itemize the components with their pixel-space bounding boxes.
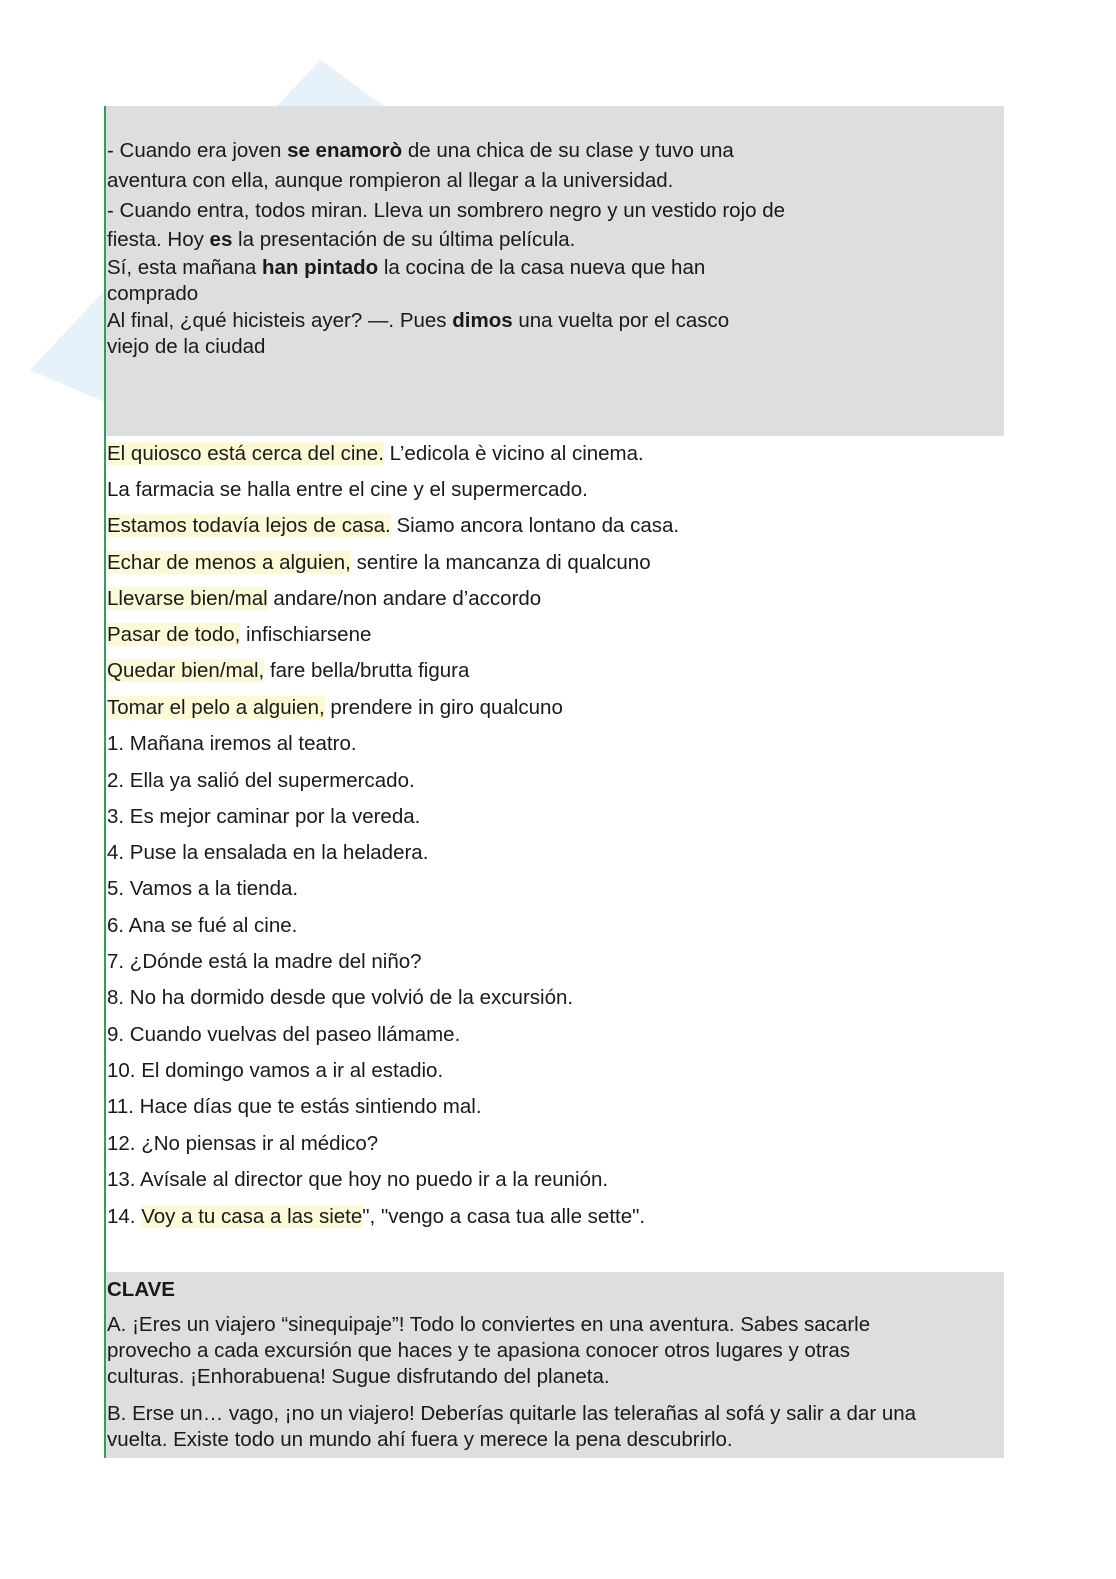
- clave-b-line: vuelta. Existe todo un mundo ahí fuera y merece la pena descubrirlo.: [107, 1428, 733, 1451]
- phrase-italian: fare bella/brutta figura: [264, 659, 470, 682]
- numbered-sentence: 14. Voy a tu casa a las siete", "vengo a casa tua alle sette".: [107, 1205, 646, 1228]
- numbered-sentence: 8. No ha dormido desde que volvió de la excursión.: [107, 986, 574, 1009]
- numbered-sentence: 10. El domingo vamos a ir al estadio.: [107, 1059, 444, 1082]
- phrase-spanish: El quiosco está cerca del cine.: [107, 442, 384, 465]
- numbered-sentence: 9. Cuando vuelvas del paseo llámame.: [107, 1023, 461, 1046]
- phrase-italian: infischiarsene: [240, 623, 372, 646]
- numbered-sentence: 4. Puse la ensalada en la heladera.: [107, 841, 429, 864]
- phrase-spanish: La farmacia se halla entre el cine y el supermercado.: [107, 478, 588, 501]
- numbered-sentence: 2. Ella ya salió del supermercado.: [107, 769, 415, 792]
- top-line: viejo de la ciudad: [107, 335, 266, 358]
- top-line: Sí, esta mañana han pintado la cocina de la casa nueva que han: [107, 256, 706, 279]
- phrase-spanish: Estamos todavía lejos de casa.: [107, 514, 391, 537]
- numbered-sentence: 1. Mañana iremos al teatro.: [107, 732, 357, 755]
- top-line: aventura con ella, aunque rompieron al llegar a la universidad.: [107, 169, 674, 192]
- phrase-line: [107, 550, 651, 576]
- top-line: comprado: [107, 282, 199, 305]
- phrase-italian: L’edicola è vicino al cinema.: [383, 442, 644, 465]
- phrase-line: [107, 586, 541, 612]
- numbered-sentence: 3. Es mejor caminar por la vereda.: [107, 805, 421, 828]
- numbered-sentence: 12. ¿No piensas ir al médico?: [107, 1132, 379, 1155]
- numbered-sentence: 7. ¿Dónde está la madre del niño?: [107, 950, 422, 973]
- phrase-spanish: Tomar el pelo a alguien,: [107, 696, 325, 719]
- clave-a-line: provecho a cada excursión que haces y te apasiona conocer otros lugares y otras: [107, 1339, 850, 1362]
- numbered-sentence: 11. Hace días que te estás sintiendo mal.: [107, 1095, 482, 1118]
- top-line: - Cuando era joven se enamorò de una chica de su clase y tuvo una: [107, 139, 734, 162]
- phrase-line: [107, 658, 469, 684]
- numbered-sentence: 5. Vamos a la tienda.: [107, 877, 299, 900]
- phrase-italian: prendere in giro qualcuno: [324, 696, 563, 719]
- clave-b-line: B. Erse un… vago, ¡no un viajero! Deberías quitarle las telerañas al sofá y salir a dar una: [107, 1402, 917, 1425]
- phrase-line: [107, 477, 588, 503]
- phrase-line: [107, 695, 563, 721]
- clave-a-line: A. ¡Eres un viajero “sinequipaje”! Todo lo conviertes en una aventura. Sabes sacarle: [107, 1313, 871, 1336]
- phrase-italian: Siamo ancora lontano da casa.: [390, 514, 680, 537]
- phrase-line: [107, 622, 371, 648]
- clave-a-line: culturas. ¡Enhorabuena! Sugue disfrutando del planeta.: [107, 1365, 610, 1388]
- top-line: Al final, ¿qué hicisteis ayer? —. Pues dimos una vuelta por el casco: [107, 309, 730, 332]
- phrase-line: [107, 441, 644, 467]
- numbered-sentence: 6. Ana se fué al cine.: [107, 914, 298, 937]
- phrase-spanish: Quedar bien/mal,: [107, 659, 265, 682]
- phrase-spanish: Echar de menos a alguien,: [107, 551, 351, 574]
- phrase-italian: sentire la mancanza di qualcuno: [350, 551, 651, 574]
- numbered-sentence: 13. Avísale al director que hoy no puedo ir a la reunión.: [107, 1168, 609, 1191]
- top-line: - Cuando entra, todos miran. Lleva un sombrero negro y un vestido rojo de: [107, 199, 786, 222]
- clave-title: CLAVE: [107, 1278, 175, 1301]
- top-line: fiesta. Hoy es la presentación de su última película.: [107, 228, 576, 251]
- phrase-spanish: Pasar de todo,: [107, 623, 241, 646]
- phrase-line: [107, 513, 679, 539]
- phrase-italian: andare/non andare d’accordo: [267, 587, 542, 610]
- phrase-spanish: Llevarse bien/mal: [107, 587, 268, 610]
